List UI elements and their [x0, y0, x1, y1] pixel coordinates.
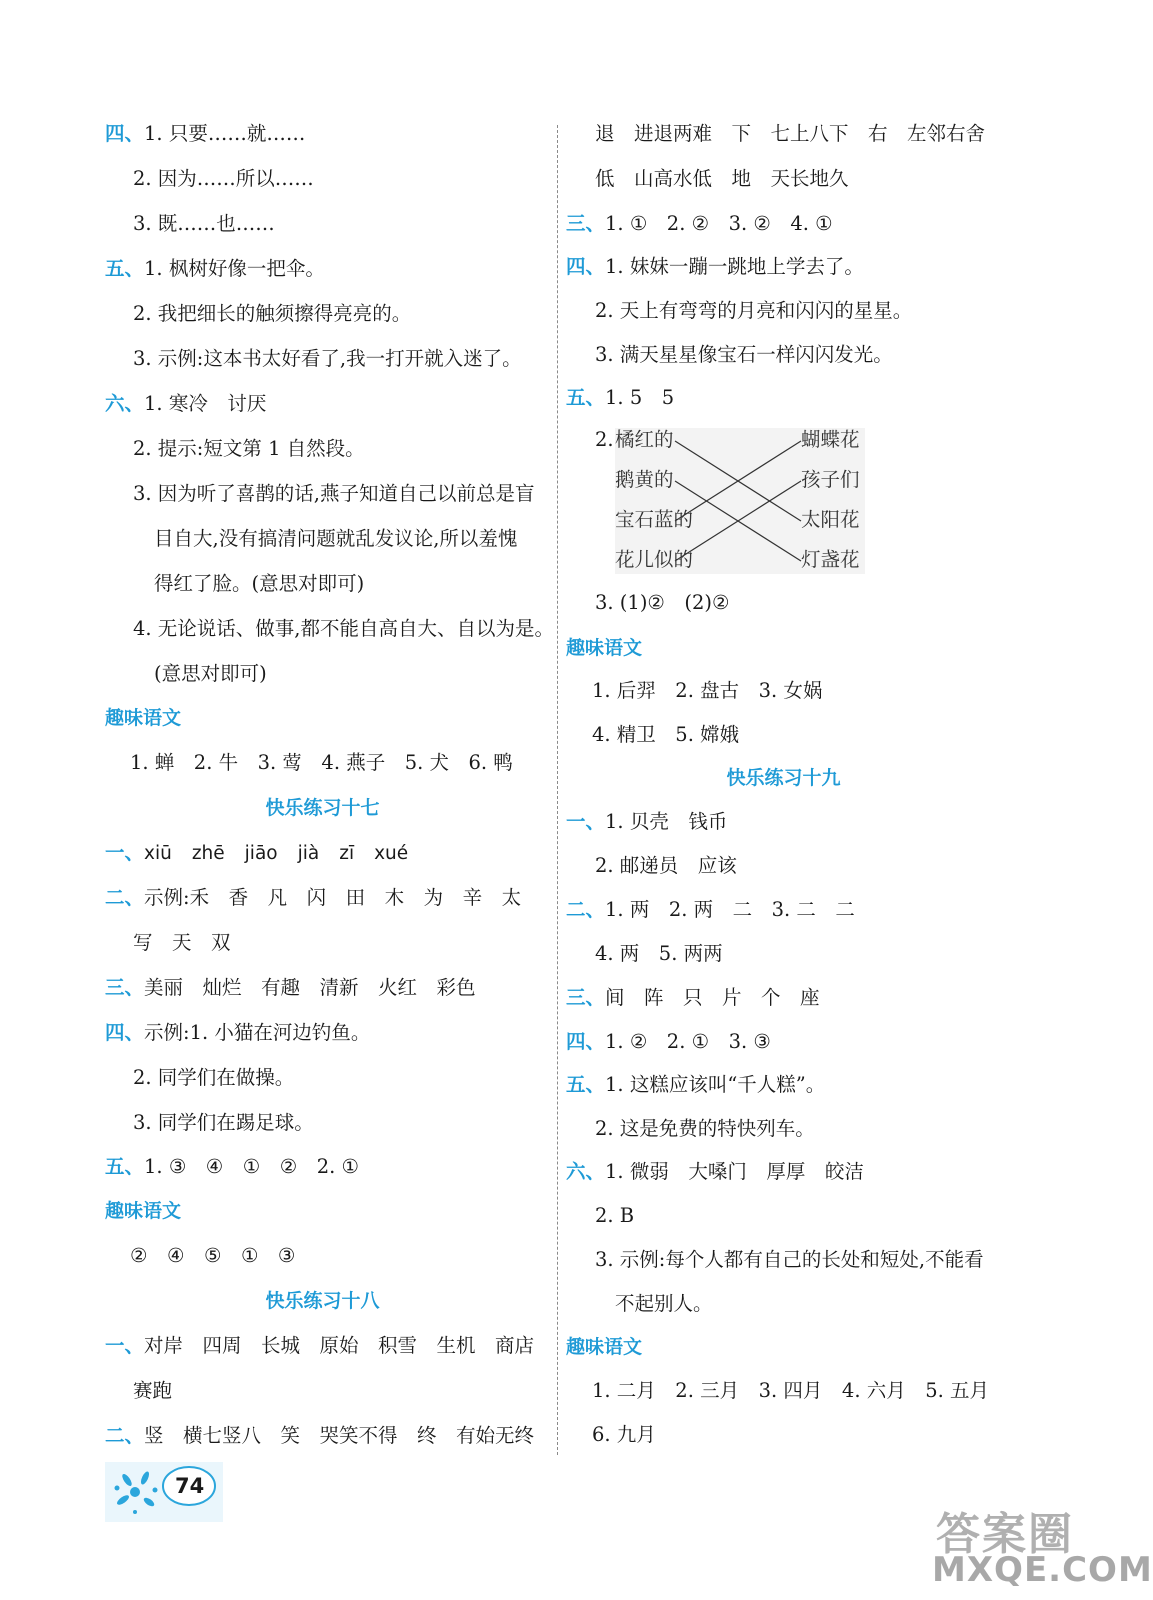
fun-chinese-heading: 趣味语文 [566, 1336, 643, 1358]
answer-text: 1. ③ ④ ① ② 2. ① [144, 1155, 360, 1178]
answer-line: 3. 因为听了喜鹊的话,燕子知道自己以前总是盲 [133, 482, 535, 505]
answer-line: 赛跑 [133, 1379, 173, 1402]
section-marker: 三、 [566, 986, 606, 1009]
exercise-title-17: 快乐练习十七 [265, 797, 380, 819]
answer-line [566, 386, 674, 410]
pinyin-item: xiū [144, 843, 172, 864]
answer-text: 示例:1. 小猫在河边钓鱼。 [144, 1021, 371, 1044]
answer-line: 1. 后羿 2. 盘古 3. 女娲 [592, 679, 823, 702]
answer-line: ② ④ ⑤ ① ③ [130, 1244, 296, 1267]
answer-line [105, 122, 305, 146]
fun-chinese-heading: 趣味语文 [105, 1200, 182, 1222]
answer-line [105, 841, 428, 866]
answer-line: 3. 同学们在踢足球。 [133, 1111, 314, 1134]
answer-line [105, 392, 266, 416]
answer-line [105, 1334, 534, 1358]
answer-text: 1. 只要……就…… [144, 122, 306, 145]
answer-line: 3. 示例:每个人都有自己的长处和短处,不能看 [595, 1248, 984, 1271]
pinyin-item: jià [297, 843, 320, 864]
exercise-title-19: 快乐练习十九 [726, 767, 841, 789]
splash-icon [105, 1462, 223, 1522]
section-marker: 四、 [566, 1030, 606, 1053]
section-marker: 六、 [105, 392, 145, 415]
answer-line: 1. 二月 2. 三月 3. 四月 4. 六月 5. 五月 [592, 1379, 990, 1402]
answer-line [105, 886, 521, 910]
answer-text: 1. ① 2. ② 3. ② 4. ① [605, 212, 833, 235]
exercise-title-18: 快乐练习十八 [265, 1290, 380, 1312]
answer-line [566, 1030, 771, 1054]
answer-text: 1. 妹妹一蹦一跳地上学去了。 [605, 255, 864, 278]
section-marker: 四、 [105, 122, 145, 145]
answer-line: 2. B [595, 1204, 635, 1227]
answer-line: 写 天 双 [133, 931, 231, 954]
answer-line [105, 1155, 359, 1179]
answer-line: 4. 精卫 5. 嫦娥 [592, 723, 740, 746]
watermark-url: MXQE.COM [932, 1550, 1153, 1590]
answer-line: 2. 同学们在做操。 [133, 1066, 295, 1089]
site-watermark [930, 1498, 1153, 1598]
section-marker: 四、 [105, 1021, 145, 1044]
page-number-badge [105, 1462, 223, 1522]
answer-line [105, 257, 325, 281]
section-marker: 一、 [566, 810, 606, 833]
answer-label: 2. [595, 428, 614, 451]
answer-line [105, 1021, 370, 1045]
answer-text: 1. 微弱 大嗓门 厚厚 皎洁 [605, 1160, 864, 1183]
watermark-text: 答案圈 [936, 1509, 1074, 1560]
answer-line: 退 进退两难 下 七上八下 右 左邻右舍 [595, 122, 986, 145]
answer-text: 竖 横七竖八 笑 哭笑不得 终 有始无终 [144, 1424, 535, 1447]
answer-line [566, 1160, 864, 1184]
answer-line: 低 山高水低 地 天长地久 [595, 167, 849, 190]
section-marker: 五、 [566, 386, 606, 409]
answer-line [566, 255, 864, 279]
answer-line: 2. 因为……所以…… [133, 167, 314, 190]
answer-text: 1. 枫树好像一把伞。 [144, 257, 325, 280]
answer-line: 3. (1)② (2)② [595, 591, 730, 614]
answer-text: 美丽 灿烂 有趣 清新 火红 彩色 [144, 976, 476, 999]
section-marker: 三、 [105, 976, 145, 999]
match-right-word: 灯盏花 [801, 548, 860, 571]
answer-line: 3. 满天星星像宝石一样闪闪发光。 [595, 343, 893, 366]
answer-line: 1. 蝉 2. 牛 3. 莺 4. 燕子 5. 犬 6. 鸭 [130, 751, 513, 774]
answer-text: 间 阵 只 片 个 座 [605, 986, 820, 1009]
answer-text: 1. ② 2. ① 3. ③ [605, 1030, 771, 1053]
answer-line: 3. 示例:这本书太好看了,我一打开就入迷了。 [133, 347, 522, 370]
match-right-word: 蝴蝶花 [801, 428, 860, 451]
section-marker: 二、 [105, 1424, 145, 1447]
answer-line: 不起别人。 [615, 1292, 713, 1315]
answer-line: 目自大,没有搞清问题就乱发议论,所以羞愧 [154, 527, 518, 550]
section-marker: 四、 [566, 255, 606, 278]
answer-text: 1. 两 2. 两 二 3. 二 二 [605, 898, 855, 921]
answer-text: 对岸 四周 长城 原始 积雪 生机 商店 [144, 1334, 535, 1357]
answer-text: 1. 这糕应该叫“千人糕”。 [605, 1073, 826, 1096]
pinyin-item: xué [374, 843, 409, 864]
matching-exercise [615, 428, 865, 574]
page-number: 74 [175, 1474, 205, 1498]
answer-line: 得红了脸。(意思对即可) [154, 572, 365, 595]
match-left-word: 橘红的 [615, 428, 674, 451]
answer-text: 1. 贝壳 钱币 [605, 810, 728, 833]
answer-line: 4. 两 5. 两两 [595, 942, 723, 965]
answer-line: (意思对即可) [154, 662, 267, 685]
section-marker: 三、 [566, 212, 606, 235]
match-left-word: 鹅黄的 [615, 468, 674, 491]
fun-chinese-heading: 趣味语文 [566, 637, 643, 659]
pinyin-list [144, 843, 428, 864]
answer-line [566, 810, 727, 834]
answer-line: 3. 既……也…… [133, 212, 275, 235]
section-marker: 五、 [105, 1155, 145, 1178]
fun-chinese-heading: 趣味语文 [105, 707, 182, 729]
section-marker: 六、 [566, 1160, 606, 1183]
answer-line [566, 898, 855, 922]
answer-line: 2. 提示:短文第 1 自然段。 [133, 437, 365, 460]
answer-line [566, 1073, 825, 1097]
section-marker: 五、 [566, 1073, 606, 1096]
answer-line: 2. 天上有弯弯的月亮和闪闪的星星。 [595, 299, 913, 322]
section-marker: 五、 [105, 257, 145, 280]
match-left-word: 花儿似的 [615, 548, 694, 571]
match-right-word: 孩子们 [801, 468, 860, 491]
section-marker: 一、 [105, 1334, 145, 1357]
answer-line [566, 212, 833, 236]
answer-line: 2. 邮递员 应该 [595, 854, 737, 877]
section-marker: 一、 [105, 841, 145, 864]
answer-line: 2. 这是免费的特快列车。 [595, 1117, 815, 1140]
answer-text: 1. 5 5 [605, 386, 675, 409]
section-marker: 二、 [566, 898, 606, 921]
pinyin-item: jiāo [244, 843, 278, 864]
answer-line [566, 986, 820, 1010]
answer-line: 6. 九月 [592, 1423, 656, 1446]
answer-line [105, 1424, 534, 1448]
match-right-word: 太阳花 [801, 508, 860, 531]
pinyin-item: zhē [191, 843, 225, 864]
answer-line [105, 976, 476, 1000]
column-divider [557, 125, 558, 1455]
answer-text: 示例:禾 香 凡 闪 田 木 为 辛 太 [144, 886, 522, 909]
answer-line: 2. 我把细长的触须擦得亮亮的。 [133, 302, 412, 325]
section-marker: 二、 [105, 886, 145, 909]
pinyin-item: zī [339, 843, 355, 864]
match-left-word: 宝石蓝的 [615, 508, 694, 531]
answer-line: 4. 无论说话、做事,都不能自高自大、自以为是。 [133, 617, 555, 640]
answer-text: 1. 寒冷 讨厌 [144, 392, 267, 415]
